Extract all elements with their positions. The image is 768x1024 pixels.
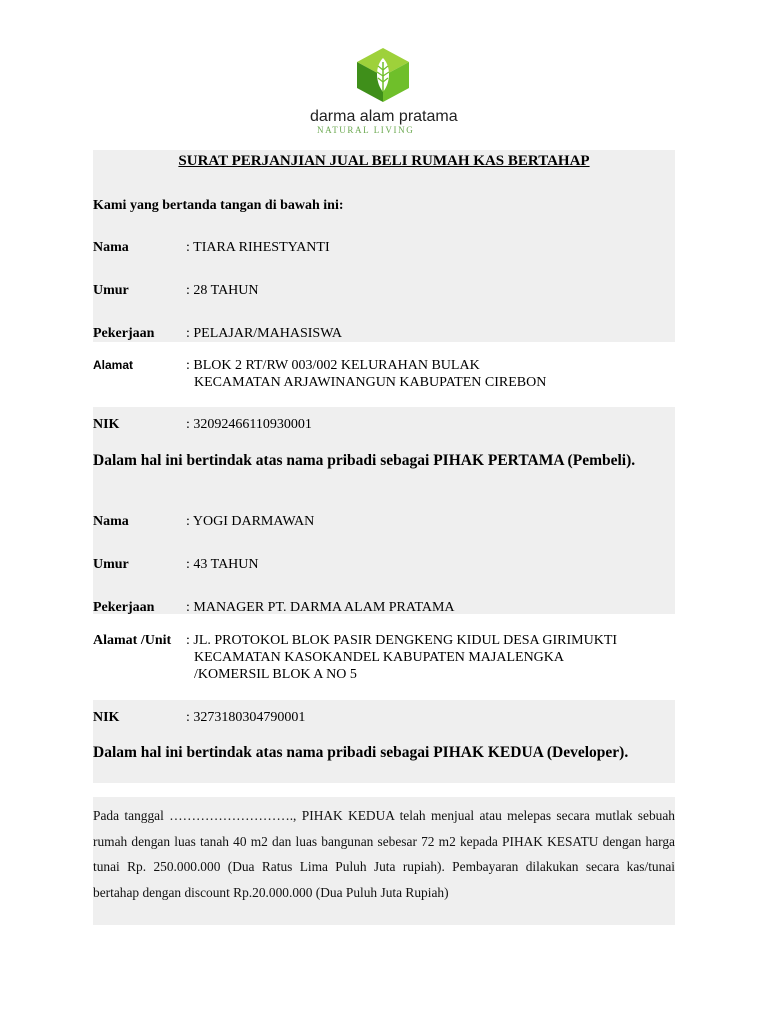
- field-label: NIK: [93, 417, 120, 432]
- company-logo: [300, 40, 470, 135]
- field-label: Pekerjaan: [93, 600, 155, 615]
- shade-band-nik2: [93, 700, 675, 783]
- field-value: : YOGI DARMAWAN: [186, 514, 315, 529]
- leaf-cube-icon: [355, 46, 411, 104]
- field-label: Nama: [93, 240, 129, 255]
- field-value: : BLOK 2 RT/RW 003/002 KELURAHAN BULAK: [186, 358, 480, 373]
- field-value: : 32092466110930001: [186, 417, 312, 432]
- field-label: Alamat /Unit: [93, 633, 172, 648]
- shade-band-nik1: [93, 407, 675, 614]
- document-title: SURAT PERJANJIAN JUAL BELI RUMAH KAS BERTAHAP: [178, 153, 590, 169]
- field-value: : 3273180304790001: [186, 710, 306, 725]
- field-value: : PELAJAR/MAHASISWA: [186, 326, 342, 341]
- party2-statement: Dalam hal ini bertindak atas nama pribadi sebagai PIHAK KEDUA (Developer).: [93, 744, 629, 761]
- field-label: Alamat: [93, 358, 134, 372]
- brand-tagline: NATURAL LIVING: [317, 125, 415, 135]
- field-label: Umur: [93, 557, 129, 572]
- field-value: : 28 TAHUN: [186, 283, 259, 298]
- field-value: : JL. PROTOKOL BLOK PASIR DENGKENG KIDUL DESA GIRIMUKTI: [186, 633, 618, 648]
- agreement-paragraph: Pada tanggal ………………………., PIHAK KEDUA telah menjual atau melepas secara mutlak sebuah rumah dengan luas tanah 40 m2 dan luas bangunan sebesar 72 m2 kepada PIHAK KESATU dengan harga tunai Rp. 250.000.000 (Dua Ratus Lima Puluh Juta rupiah). Pembayaran dilakukan secara kas/tunai bertahap dengan discount Rp.20.000.000 (Dua Puluh Juta Rupiah): [93, 808, 675, 900]
- shade-band-top: [93, 150, 675, 342]
- field-label: Pekerjaan: [93, 326, 155, 341]
- field-value-cont: KECAMATAN ARJAWINANGUN KABUPATEN CIREBON: [194, 375, 547, 390]
- field-value-cont: /KOMERSIL BLOK A NO 5: [194, 667, 357, 682]
- field-label: Nama: [93, 514, 129, 529]
- field-value-cont: KECAMATAN KASOKANDEL KABUPATEN MAJALENGKA: [194, 650, 565, 665]
- field-label: Umur: [93, 283, 129, 298]
- field-value: : 43 TAHUN: [186, 557, 259, 572]
- field-label: NIK: [93, 710, 120, 725]
- field-value: : TIARA RIHESTYANTI: [186, 240, 330, 255]
- field-value: : MANAGER PT. DARMA ALAM PRATAMA: [186, 600, 455, 615]
- party1-statement: Dalam hal ini bertindak atas nama pribadi sebagai PIHAK PERTAMA (Pembeli).: [93, 452, 636, 469]
- intro-text: Kami yang bertanda tangan di bawah ini:: [93, 198, 344, 213]
- brand-name: darma alam pratama: [310, 108, 458, 125]
